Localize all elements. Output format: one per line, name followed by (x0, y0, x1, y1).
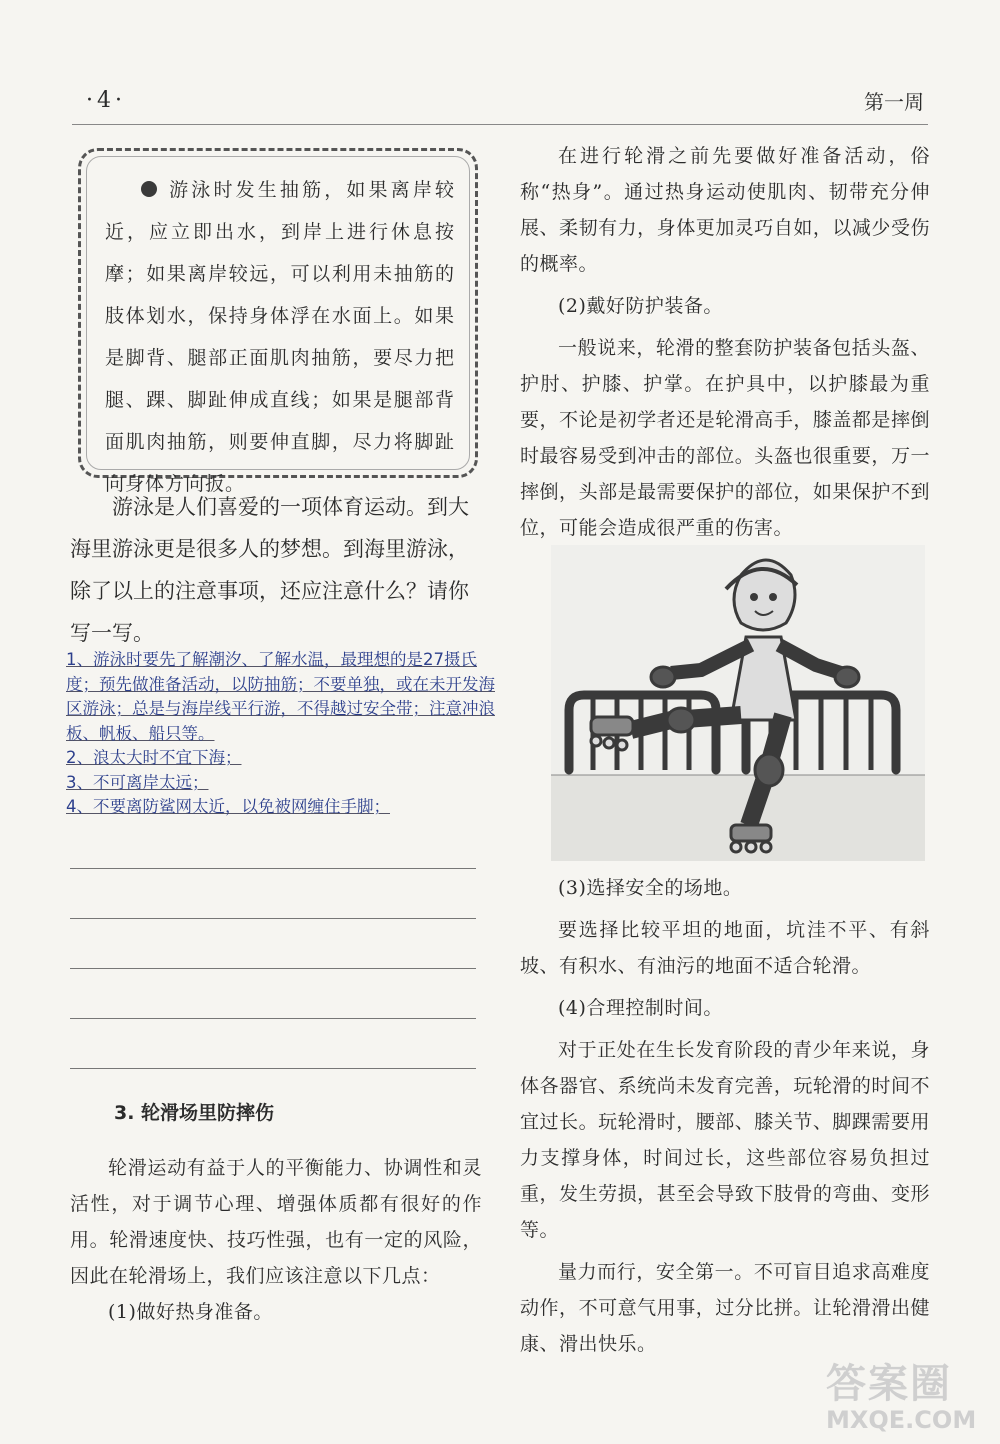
answer-line-2: 2、浪太大时不宜下海； (66, 748, 242, 767)
section-body (70, 1150, 482, 1330)
right-column-top (520, 138, 930, 546)
blank-line (70, 868, 476, 869)
blank-line (70, 968, 476, 969)
warmup-paragraph: 在进行轮滑之前先要做好准备活动，俗称“热身”。通过热身运动使肌肉、韧带充分伸展、柔韧有力，身体更加灵巧自如，以减少受伤的概率。 (520, 145, 930, 275)
header-divider (72, 124, 928, 125)
answer-line-3: 3、不可离岸太远； (66, 772, 209, 792)
answer-line-1: 1、游泳时要先了解潮汐、了解水温，最理想的是27摄氏度；预先做准备活动，以防抽筋；不要单独，或在未开发海区游泳；总是与海岸线平行游，不得越过安全带；注意冲浪板、帆板、船只等。 (66, 650, 495, 743)
right-column-bottom (520, 870, 930, 1362)
point-1: (1)做好热身准备。 (108, 1301, 273, 1323)
time-paragraph: 对于正处在生长发育阶段的青少年来说，身体各器官、系统尚未发育完善，玩轮滑的时间不宜过长。玩轮滑时，腰部、膝关节、脚踝需要用力支撑身体，时间过长，这些部位容易负担过重，发生劳损，甚至会导致下肢骨的弯曲、变形等。 (520, 1039, 930, 1241)
question-prompt: 游泳是人们喜爱的一项体育运动。到大海里游泳更是很多人的梦想。到海里游泳，除了以上的注意事项，还应注意什么？请你写一写。 (70, 495, 469, 645)
skater-illustration (551, 545, 925, 861)
point-2: (2)戴好防护装备。 (558, 295, 723, 317)
point-3: (3)选择安全的场地。 (558, 877, 743, 899)
watermark-logo: 答案圈 (826, 1361, 952, 1407)
page-number: ·4· (86, 88, 126, 113)
watermark-url: MXQE.COM (826, 1406, 977, 1434)
tip-box (78, 148, 478, 495)
safety-paragraph: 量力而行，安全第一。不可盲目追求高难度动作，不可意气用事，过分比拼。让轮滑滑出健康、滑出快乐。 (520, 1261, 930, 1355)
blank-line (70, 1018, 476, 1019)
blank-line (70, 918, 476, 919)
section-title: 3. 轮滑场里防摔伤 (114, 1102, 275, 1124)
blank-line (70, 1068, 476, 1069)
gear-paragraph: 一般说来，轮滑的整套防护装备包括头盔、护肘、护膝、护掌。在护具中，以护膝最为重要，不论是初学者还是轮滑高手，膝盖都是摔倒时最容易受到冲击的部位。头盔也很重要，万一摔倒，头部是最需要保护的部位，如果保护不到位，可能会造成很严重的伤害。 (520, 337, 930, 539)
answer-line-4: 4、不要离防鲨网太近，以免被网缠住手脚； (66, 797, 390, 816)
bullet-icon (141, 181, 157, 197)
venue-paragraph: 要选择比较平坦的地面，坑洼不平、有斜坡、有积水、有油污的地面不适合轮滑。 (520, 919, 930, 977)
section-intro: 轮滑运动有益于人的平衡能力、协调性和灵活性，对于调节心理、增强体质都有很好的作用。轮滑速度快、技巧性强，也有一定的风险，因此在轮滑场上，我们应该注意以下几点： (70, 1157, 482, 1287)
tip-text-block (105, 169, 455, 505)
point-4: (4)合理控制时间。 (558, 997, 723, 1019)
skater-drawing (551, 545, 925, 861)
tip-text: 游泳时发生抽筋，如果离岸较近，应立即出水，到岸上进行休息按摩；如果离岸较远，可以利用未抽筋的肢体划水，保持身体浮在水面上。如果是脚背、腿部正面肌肉抽筋，要尽力把腿、踝、脚趾伸成直线；如果是腿部背面肌肉抽筋，则要伸直脚，尽力将脚趾向身体方向扳。 (105, 179, 455, 495)
handwritten-answers (66, 648, 496, 820)
week-label: 第一周 (864, 90, 924, 114)
